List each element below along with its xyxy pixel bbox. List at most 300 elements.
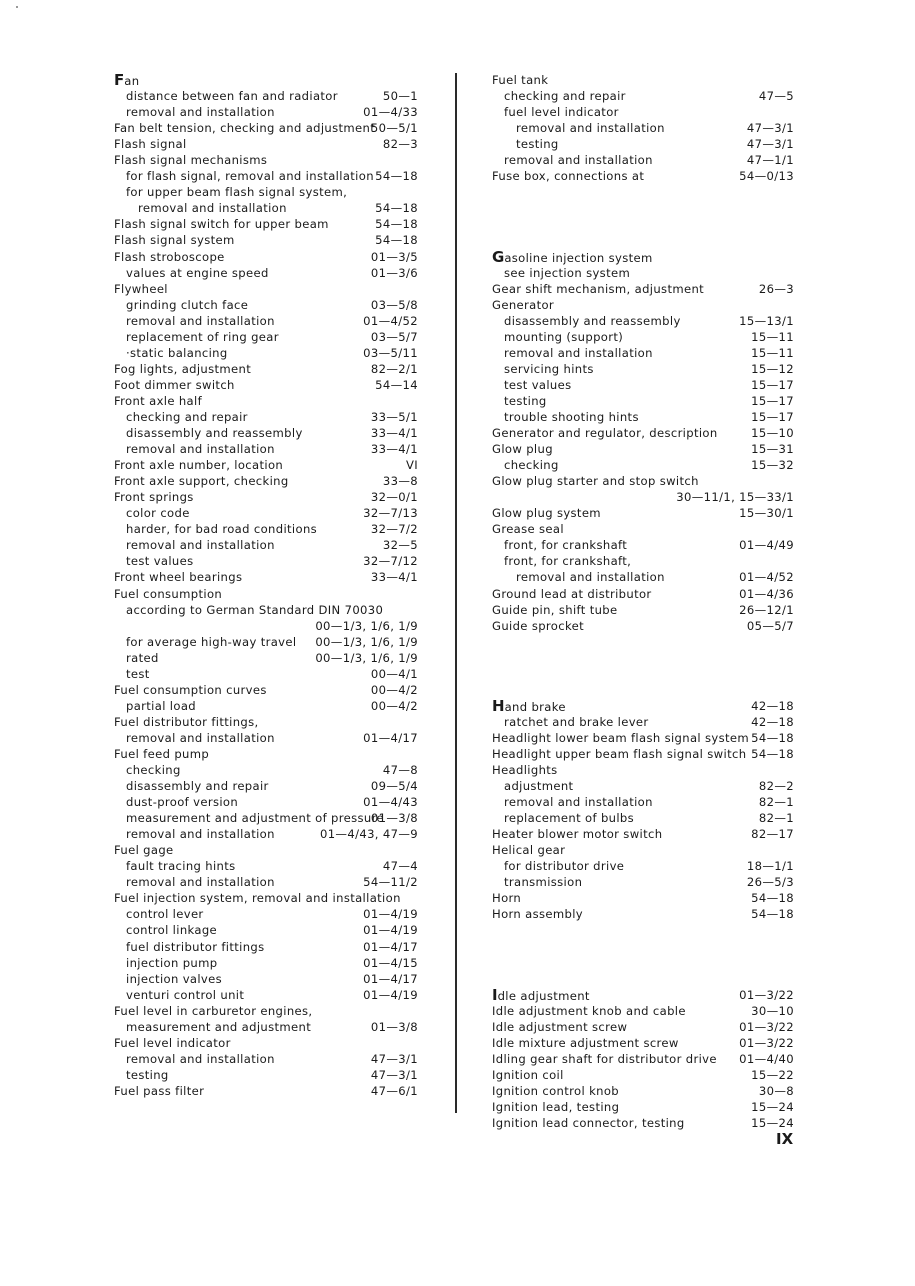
entry-page-ref: 03—5/8: [370, 297, 418, 312]
entry-term: color code: [126, 506, 190, 521]
entry-page-ref: 00—4/2: [370, 682, 418, 697]
entry-term: Ignition coil: [492, 1067, 564, 1082]
index-entry: [114, 618, 418, 634]
entry-term: Fuel consumption curves: [114, 682, 267, 697]
index-entry: [492, 858, 794, 874]
entry-page-ref: 54—18: [375, 217, 418, 232]
entry-term: Ground lead at distributor: [492, 586, 652, 601]
entry-term: values at engine speed: [126, 265, 269, 280]
entry-page-ref: 00—1/3, 1/6, 1/9: [315, 618, 418, 633]
index-entry: [492, 329, 794, 345]
entry-term: grinding clutch face: [126, 297, 249, 312]
entry-term: measurement and adjustment: [126, 1019, 312, 1034]
entry-page-ref: 42—18: [751, 714, 794, 729]
entry-page-ref: 32—7/12: [363, 554, 418, 569]
entry-term: removal and installation: [126, 730, 275, 745]
entry-page-ref: 15—24: [751, 1116, 794, 1131]
entry-page-ref: 33—5/1: [370, 409, 418, 424]
index-entry: [492, 457, 794, 473]
index-entry: [114, 1035, 418, 1051]
entry-page-ref: 30—11/1, 15—33/1: [676, 490, 794, 505]
entry-term: injection valves: [126, 971, 223, 986]
index-entry: [114, 361, 418, 377]
entry-page-ref: 33—4/1: [370, 442, 418, 457]
entry-term: Headlights: [492, 763, 558, 778]
entry-term: Headlight upper beam flash signal switch: [492, 746, 747, 761]
entry-term: removal and installation: [516, 570, 665, 585]
entry-term: Idle adjustment screw: [492, 1019, 628, 1034]
entry-term: replacement of ring gear: [126, 329, 279, 344]
section-letter: I: [492, 985, 498, 1004]
index-entry: [492, 120, 794, 136]
entry-term: removal and installation: [504, 153, 653, 168]
entry-page-ref: 01—3/22: [739, 1035, 794, 1050]
entry-page-ref: 01—4/33: [363, 105, 418, 120]
index-entry: [492, 730, 794, 746]
entry-term: Glow plug system: [492, 506, 601, 521]
entry-term: removal and installation: [126, 313, 275, 328]
entry-term: fault tracing hints: [126, 859, 236, 874]
entry-term: test values: [126, 554, 194, 569]
index-entry: [114, 505, 418, 521]
index-entry: [114, 906, 418, 922]
entry-page-ref: 26—5/3: [746, 875, 794, 890]
entry-term: trouble shooting hints: [504, 409, 639, 424]
index-entry: [492, 104, 794, 120]
index-entry: [114, 971, 418, 987]
entry-page-ref: 50—5/1: [370, 121, 418, 136]
index-entry: [114, 168, 418, 184]
index-entry: [492, 906, 794, 922]
index-entry: [492, 874, 794, 890]
entry-term: Flash signal mechanisms: [114, 153, 268, 168]
index-entry: [114, 602, 418, 618]
entry-term: [492, 249, 653, 266]
entry-term: Headlight lower beam flash signal system: [492, 730, 750, 745]
entry-page-ref: 26—3: [758, 281, 794, 296]
entry-page-ref: 82—17: [751, 827, 794, 842]
index-entry: [114, 425, 418, 441]
entry-page-ref: 01—4/15: [363, 955, 418, 970]
entry-page-ref: 18—1/1: [746, 859, 794, 874]
index-entry: [492, 265, 794, 281]
entry-page-ref: 33—8: [382, 474, 418, 489]
entry-page-ref: 54—18: [375, 233, 418, 248]
entry-page-ref: 00—4/1: [370, 666, 418, 681]
entry-term: test values: [504, 377, 572, 392]
entry-term: checking and repair: [504, 89, 626, 104]
entry-page-ref: 47—3/1: [370, 1067, 418, 1082]
entry-term: Horn assembly: [492, 907, 584, 922]
index-entry: [114, 922, 418, 938]
entry-term: testing: [516, 137, 559, 152]
entry-page-ref: 01—3/8: [370, 811, 418, 826]
entry-page-ref: 54—0/13: [739, 169, 794, 184]
entry-term: Foot dimmer switch: [114, 377, 235, 392]
index-entry: [114, 1083, 418, 1099]
index-entry: [114, 249, 418, 265]
entry-page-ref: 15—30/1: [739, 506, 794, 521]
entry-page-ref: 47—6/1: [370, 1083, 418, 1098]
entry-page-ref: 15—11: [751, 345, 794, 360]
entry-page-ref: 01—4/52: [739, 570, 794, 585]
index-entry: [492, 281, 794, 297]
entry-term: checking: [126, 763, 181, 778]
index-entry: [492, 1019, 794, 1035]
index-entry: [492, 136, 794, 152]
index-entry: [114, 858, 418, 874]
index-entry: [114, 874, 418, 890]
entry-page-ref: 15—22: [751, 1067, 794, 1082]
entry-page-ref: 01—3/22: [739, 987, 794, 1002]
entry-page-ref: 54—18: [751, 746, 794, 761]
entry-page-ref: 01—4/19: [363, 987, 418, 1002]
index-entry: [114, 1051, 418, 1067]
entry-term: Flash stroboscope: [114, 249, 225, 264]
index-entry: [114, 634, 418, 650]
index-entry: [492, 345, 794, 361]
index-entry: [114, 184, 418, 200]
entry-term: ratchet and brake lever: [504, 714, 649, 729]
entry-page-ref: 01—4/17: [363, 939, 418, 954]
section-gap: [492, 939, 794, 955]
entry-page-ref: 01—3/6: [370, 265, 418, 280]
index-entry: [114, 842, 418, 858]
entry-term: checking: [504, 458, 559, 473]
entry-term: Grease seal: [492, 522, 564, 537]
entry-term: Front axle support, checking: [114, 474, 289, 489]
entry-term: removal and installation: [516, 121, 665, 136]
entry-page-ref: 26—12/1: [739, 602, 794, 617]
entry-term: Fuel level indicator: [114, 1035, 231, 1050]
index-entry: [114, 746, 418, 762]
index-entry: [114, 794, 418, 810]
entry-page-ref: 32—5: [382, 538, 418, 553]
entry-term: Flash signal: [114, 137, 187, 152]
entry-term: Front axle number, location: [114, 458, 284, 473]
index-entry: [114, 762, 418, 778]
entry-page-ref: 54—14: [375, 377, 418, 392]
index-entry: [114, 1067, 418, 1083]
entry-page-ref: 47—3/1: [370, 1051, 418, 1066]
entry-page-ref: 33—4/1: [370, 570, 418, 585]
entry-term: harder, for bad road conditions: [126, 522, 318, 537]
index-section-heading: [492, 698, 794, 714]
entry-term: removal and installation: [126, 827, 275, 842]
index-entry: [114, 409, 418, 425]
entry-page-ref: 15—12: [751, 361, 794, 376]
entry-page-ref: 00—1/3, 1/6, 1/9: [315, 650, 418, 665]
entry-term: injection pump: [126, 955, 218, 970]
scan-speck: [16, 6, 18, 8]
entry-term: Front springs: [114, 490, 194, 505]
section-letter: G: [492, 247, 505, 266]
index-section-heading: [114, 72, 418, 88]
entry-page-ref: 47—4: [382, 859, 418, 874]
entry-page-ref: VI: [405, 458, 418, 473]
entry-term: Idling gear shaft for distributor drive: [492, 1051, 717, 1066]
section-gap: [492, 650, 794, 666]
entry-term: disassembly and reassembly: [126, 426, 303, 441]
entry-page-ref: 54—18: [751, 730, 794, 745]
index-entry: [114, 569, 418, 585]
entry-page-ref: 15—13/1: [739, 313, 794, 328]
index-entry: [492, 377, 794, 393]
entry-page-ref: 01—4/43, 47—9: [319, 827, 418, 842]
index-entry: [114, 232, 418, 248]
entry-page-ref: 01—4/49: [739, 538, 794, 553]
entry-page-ref: 47—8: [382, 763, 418, 778]
entry-term: dust-proof version: [126, 795, 239, 810]
index-entry: [114, 136, 418, 152]
index-entry: [114, 939, 418, 955]
index-entry: [492, 1051, 794, 1067]
entry-term: distance between fan and radiator: [126, 89, 338, 104]
index-entry: [114, 890, 418, 906]
index-entry: [492, 537, 794, 553]
entry-term: Fuel gage: [114, 843, 174, 858]
entry-term: Ignition lead connector, testing: [492, 1116, 685, 1131]
entry-term: Guide sprocket: [492, 618, 584, 633]
entry-page-ref: 54—18: [751, 891, 794, 906]
index-entry: [492, 794, 794, 810]
entry-term: see injection system: [504, 265, 631, 280]
index-entry: [492, 569, 794, 585]
entry-page-ref: 82—3: [382, 137, 418, 152]
index-entry: [114, 457, 418, 473]
entry-term: Generator: [492, 297, 555, 312]
index-entry: [492, 1115, 794, 1131]
index-entry: [114, 698, 418, 714]
entry-term: removal and installation: [126, 538, 275, 553]
section-gap: [492, 971, 794, 987]
entry-term-text: an: [124, 74, 140, 88]
index-entry: [492, 1003, 794, 1019]
entry-term: Flywheel: [114, 281, 168, 296]
entry-page-ref: 15—17: [751, 393, 794, 408]
entry-page-ref: 32—0/1: [370, 490, 418, 505]
entry-term: Helical gear: [492, 843, 566, 858]
index-entry: [492, 168, 794, 184]
entry-term: Fuel feed pump: [114, 746, 210, 761]
index-entry: [114, 345, 418, 361]
entry-term: removal and installation: [126, 875, 275, 890]
index-entry: [492, 409, 794, 425]
section-gap: [492, 634, 794, 650]
entry-term: testing: [504, 393, 547, 408]
entry-term: for average high-way travel: [126, 634, 297, 649]
entry-page-ref: 54—11/2: [363, 875, 418, 890]
index-entry: [492, 313, 794, 329]
index-entry: [114, 666, 418, 682]
entry-page-ref: 32—7/2: [370, 522, 418, 537]
index-entry: [114, 393, 418, 409]
entry-term: fuel level indicator: [504, 105, 619, 120]
index-entry: [114, 955, 418, 971]
entry-term: Horn: [492, 891, 522, 906]
section-gap: [492, 216, 794, 232]
entry-term: partial load: [126, 698, 196, 713]
entry-page-ref: 01—4/40: [739, 1051, 794, 1066]
entry-page-ref: 47—5: [758, 89, 794, 104]
index-entry: [492, 714, 794, 730]
section-gap: [492, 682, 794, 698]
index-entry: [114, 1019, 418, 1035]
entry-page-ref: 15—17: [751, 377, 794, 392]
entry-page-ref: 30—8: [758, 1083, 794, 1098]
entry-term: Glow plug: [492, 442, 553, 457]
index-entry: [114, 586, 418, 602]
index-entry: [492, 425, 794, 441]
entry-page-ref: 01—3/5: [370, 249, 418, 264]
entry-term: for upper beam flash signal system,: [126, 185, 348, 200]
index-entry: [114, 682, 418, 698]
entry-term: removal and installation: [138, 201, 287, 216]
entry-term: Idle adjustment knob and cable: [492, 1003, 686, 1018]
index-entry: [114, 778, 418, 794]
index-entry: [114, 730, 418, 746]
index-entry: [114, 987, 418, 1003]
entry-page-ref: 15—11: [751, 329, 794, 344]
index-entry: [114, 329, 418, 345]
section-gap: [492, 922, 794, 938]
index-entry: [114, 216, 418, 232]
entry-term: disassembly and reassembly: [504, 313, 681, 328]
entry-term: Heater blower motor switch: [492, 827, 663, 842]
entry-term: control lever: [126, 907, 204, 922]
index-entry: [492, 826, 794, 842]
index-entry: [114, 265, 418, 281]
index-entry: [492, 152, 794, 168]
entry-page-ref: 00—1/3, 1/6, 1/9: [315, 634, 418, 649]
entry-term: rated: [126, 650, 159, 665]
index-entry: [492, 297, 794, 313]
index-entry: [114, 200, 418, 216]
entry-term: Glow plug starter and stop switch: [492, 474, 699, 489]
entry-term: Guide pin, shift tube: [492, 602, 618, 617]
entry-term: mounting (support): [504, 329, 624, 344]
entry-term: Ignition lead, testing: [492, 1100, 620, 1114]
section-gap: [492, 232, 794, 248]
index-entry: [114, 88, 418, 104]
page-number: IX: [776, 1130, 794, 1148]
entry-page-ref: 01—4/17: [363, 971, 418, 986]
entry-term: according to German Standard DIN 70030: [126, 602, 384, 617]
entry-term: ·static balancing: [126, 345, 228, 360]
entry-term: Fuel consumption: [114, 586, 223, 601]
entry-term: Fan belt tension, checking and adjustment: [114, 121, 376, 136]
entry-term: Generator and regulator, description: [492, 426, 718, 441]
entry-term: Gear shift mechanism, adjustment: [492, 281, 705, 296]
index-entry: [114, 650, 418, 666]
entry-term: removal and installation: [126, 442, 275, 457]
index-entry: [114, 152, 418, 168]
index-entry: [492, 602, 794, 618]
index-entry: [492, 586, 794, 602]
entry-term-text: asoline injection system: [504, 250, 653, 265]
entry-term: removal and installation: [126, 1051, 275, 1066]
entry-page-ref: 54—18: [751, 907, 794, 922]
entry-page-ref: 32—7/13: [363, 506, 418, 521]
entry-page-ref: 15—10: [751, 426, 794, 441]
index-entry: [492, 618, 794, 634]
entry-term: testing: [126, 1067, 169, 1082]
entry-term: [492, 698, 566, 715]
entry-term: replacement of bulbs: [504, 811, 635, 826]
entry-term: venturi control unit: [126, 987, 245, 1002]
entry-term: Fuel pass filter: [114, 1083, 205, 1098]
entry-term: front, for crankshaft,: [504, 554, 632, 569]
section-letter: F: [114, 71, 125, 89]
index-entry: [492, 88, 794, 104]
entry-page-ref: 09—5/4: [370, 779, 418, 794]
entry-page-ref: 47—1/1: [746, 153, 794, 168]
entry-term: Flash signal switch for upper beam: [114, 217, 329, 232]
entry-term: adjustment: [504, 779, 574, 794]
entry-page-ref: 00—4/2: [370, 698, 418, 713]
entry-page-ref: 33—4/1: [370, 426, 418, 441]
entry-page-ref: 82—2: [758, 779, 794, 794]
entry-term: removal and installation: [504, 795, 653, 810]
index-entry: [114, 473, 418, 489]
entry-term: checking and repair: [126, 409, 248, 424]
index-entry: [492, 473, 794, 489]
entry-term: Ignition control knob: [492, 1083, 619, 1098]
index-entry: [492, 489, 794, 505]
index-entry: [114, 826, 418, 842]
entry-page-ref: 30—10: [751, 1003, 794, 1018]
entry-page-ref: 01—4/19: [363, 923, 418, 938]
index-entry: [492, 505, 794, 521]
section-letter: H: [492, 696, 505, 715]
entry-page-ref: 05—5/7: [746, 618, 794, 633]
entry-page-ref: 01—4/17: [363, 730, 418, 745]
index-entry: [114, 441, 418, 457]
entry-term: Fuel injection system, removal and installation: [114, 891, 401, 906]
index-column-left: [114, 72, 418, 1099]
entry-page-ref: 47—3/1: [746, 121, 794, 136]
index-entry: [114, 553, 418, 569]
entry-page-ref: 82—1: [758, 811, 794, 826]
entry-term: measurement and adjustment of pressure: [126, 811, 384, 826]
index-entry: [492, 842, 794, 858]
section-gap: [492, 955, 794, 971]
entry-term: Front wheel bearings: [114, 570, 243, 585]
section-gap: [492, 666, 794, 682]
section-gap: [492, 184, 794, 200]
entry-term: fuel distributor fittings: [126, 939, 265, 954]
entry-term: Fuel distributor fittings,: [114, 714, 259, 729]
entry-page-ref: 01—4/52: [363, 313, 418, 328]
entry-term: Fuel level in carburetor engines,: [114, 1003, 313, 1018]
index-entry: [114, 281, 418, 297]
entry-page-ref: 03—5/7: [370, 329, 418, 344]
index-entry: [492, 553, 794, 569]
entry-page-ref: 01—3/8: [370, 1019, 418, 1034]
index-entry: [114, 297, 418, 313]
index-entry: [492, 890, 794, 906]
entry-term: Front axle half: [114, 393, 203, 408]
index-entry: [114, 489, 418, 505]
entry-page-ref: 82—1: [758, 795, 794, 810]
entry-term: [492, 987, 590, 1004]
entry-term: Fuel tank: [492, 73, 549, 87]
entry-term: servicing hints: [504, 361, 594, 376]
entry-page-ref: 01—4/43: [363, 795, 418, 810]
index-entry: [492, 1067, 794, 1083]
index-entry: [492, 1083, 794, 1099]
entry-page-ref: 50—1: [382, 89, 418, 104]
